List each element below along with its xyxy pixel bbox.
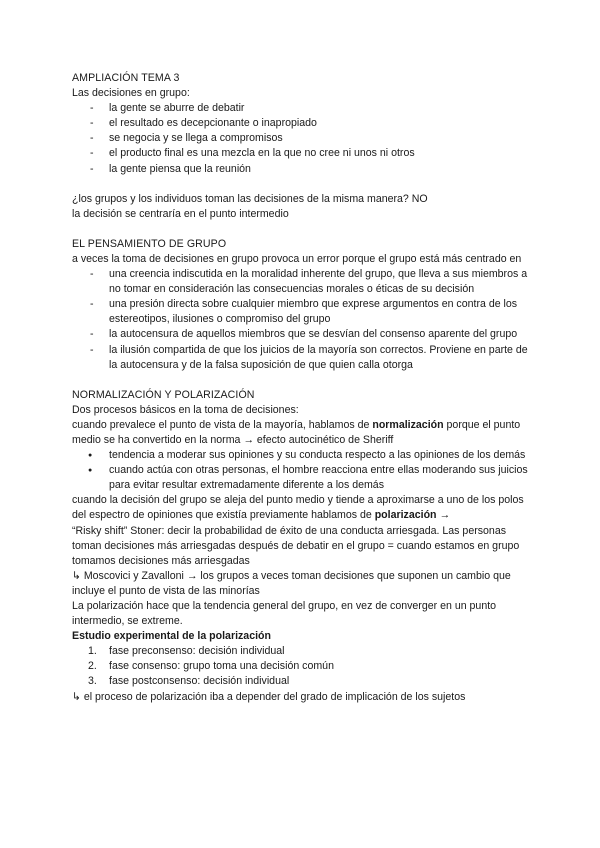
section-title-ampliacion: AMPLIACIÓN TEMA 3 [72, 72, 180, 84]
list-item [72, 644, 528, 659]
study-title [72, 629, 528, 644]
risky-shift-paragraph: “Risky shift” Stoner: decir la probabilidad de éxito de una conducta arriesgada. Las personas toman decisiones más arriesgadas después de debatir en el grupo = cuando estamos en grupo tomamos decisiones más arriesgadas [72, 524, 520, 567]
list-number: 2. [88, 660, 97, 673]
study-title-text: Estudio experimental de la polarización [72, 630, 271, 643]
list-item-text: fase preconsenso: decisión individual [109, 645, 285, 658]
list-item: ● tendencia a moderar sus opiniones y su conducta respecto a las opiniones de los demás [72, 448, 528, 463]
section-title-pensamiento: EL PENSAMIENTO DE GRUPO [72, 237, 227, 250]
list-item: - el producto final es una mezcla en la que no cree ni unos ni otros [72, 146, 528, 161]
groupthink-list [72, 267, 528, 373]
normalization-bullets [72, 448, 528, 493]
document-page [72, 71, 528, 705]
list-item [72, 659, 528, 674]
polarization-text-after: → [436, 509, 451, 522]
section-intro: Dos procesos básicos en la toma de decisiones: [72, 403, 299, 416]
list-item: - se negocia y se llega a compromisos [72, 131, 528, 146]
list-item: - el resultado es decepcionante o inapropiado [72, 116, 528, 131]
list-item: - la autocensura de aquellos miembros que se desvían del consenso aparente del grupo [72, 327, 528, 342]
list-item: - la ilusión compartida de que los juicios de la mayoría son correctos. Proviene en parte de la autocensura y de la falsa suposición de que quien calla otorga [72, 343, 528, 373]
list-item: - la gente se aburre de debatir [72, 101, 528, 116]
list-item [72, 674, 528, 689]
list-number: 3. [88, 675, 97, 688]
polarization-definition: La polarización hace que la tendencia general del grupo, en vez de converger en un punto intermedio, se extreme. [72, 600, 497, 628]
normalization-paragraph [72, 418, 528, 448]
normalization-term: normalización [372, 418, 444, 431]
answer-text: la decisión se centraría en el punto intermedio [72, 207, 289, 220]
list-item: - una presión directa sobre cualquier miembro que exprese argumentos en contra de los estereotipos, ilusiones o compromiso del grupo [72, 297, 528, 327]
list-item: - la gente piensa que la reunión [72, 162, 528, 177]
list-item-text: fase postconsenso: decisión individual [109, 675, 290, 688]
section-title-normalizacion: NORMALIZACIÓN Y POLARIZACIÓN [72, 388, 255, 401]
list-item-text: fase consenso: grupo toma una decisión común [109, 660, 334, 673]
section-intro: Las decisiones en grupo: [72, 87, 190, 100]
polarization-text-before: cuando la decisión del grupo se aleja del punto medio y tiende a aproximarse a uno de los polos del espectro de opiniones que existía previamente hablamos de [72, 494, 524, 522]
phases-list [72, 644, 528, 689]
list-number: 1. [88, 645, 97, 658]
decisions-list [72, 101, 528, 176]
list-item: ● cuando actúa con otras personas, el hombre reacciona entre ellas moderando sus juicios para evitar resultar extremadamente diferente a los demás [72, 463, 528, 493]
normalization-text-before: cuando prevalece el punto de vista de la mayoría, hablamos de [72, 418, 373, 431]
normalization-text-after: porque el punto medio se ha convertido en la norma → efecto autocinético de Sheriff [72, 418, 521, 446]
list-item: - una creencia indiscutida en la moralidad inherente del grupo, que lleva a sus miembros a no tomar en consideración las consecuencias morales o éticas de su decisión [72, 267, 528, 297]
question-text: ¿los grupos y los individuos toman las decisiones de la misma manera? NO [72, 192, 428, 205]
polarization-paragraph [72, 493, 528, 523]
moscovici-paragraph: ↳ Moscovici y Zavalloni → los grupos a veces toman decisiones que suponen un cambio que incluye el punto de vista de las minorías [72, 569, 511, 597]
section-intro: a veces la toma de decisiones en grupo provoca un error porque el grupo está más centrado en [72, 252, 522, 265]
conclusion-text: ↳ el proceso de polarización iba a depender del grado de implicación de los sujetos [72, 690, 466, 703]
polarization-term: polarización [374, 509, 437, 522]
